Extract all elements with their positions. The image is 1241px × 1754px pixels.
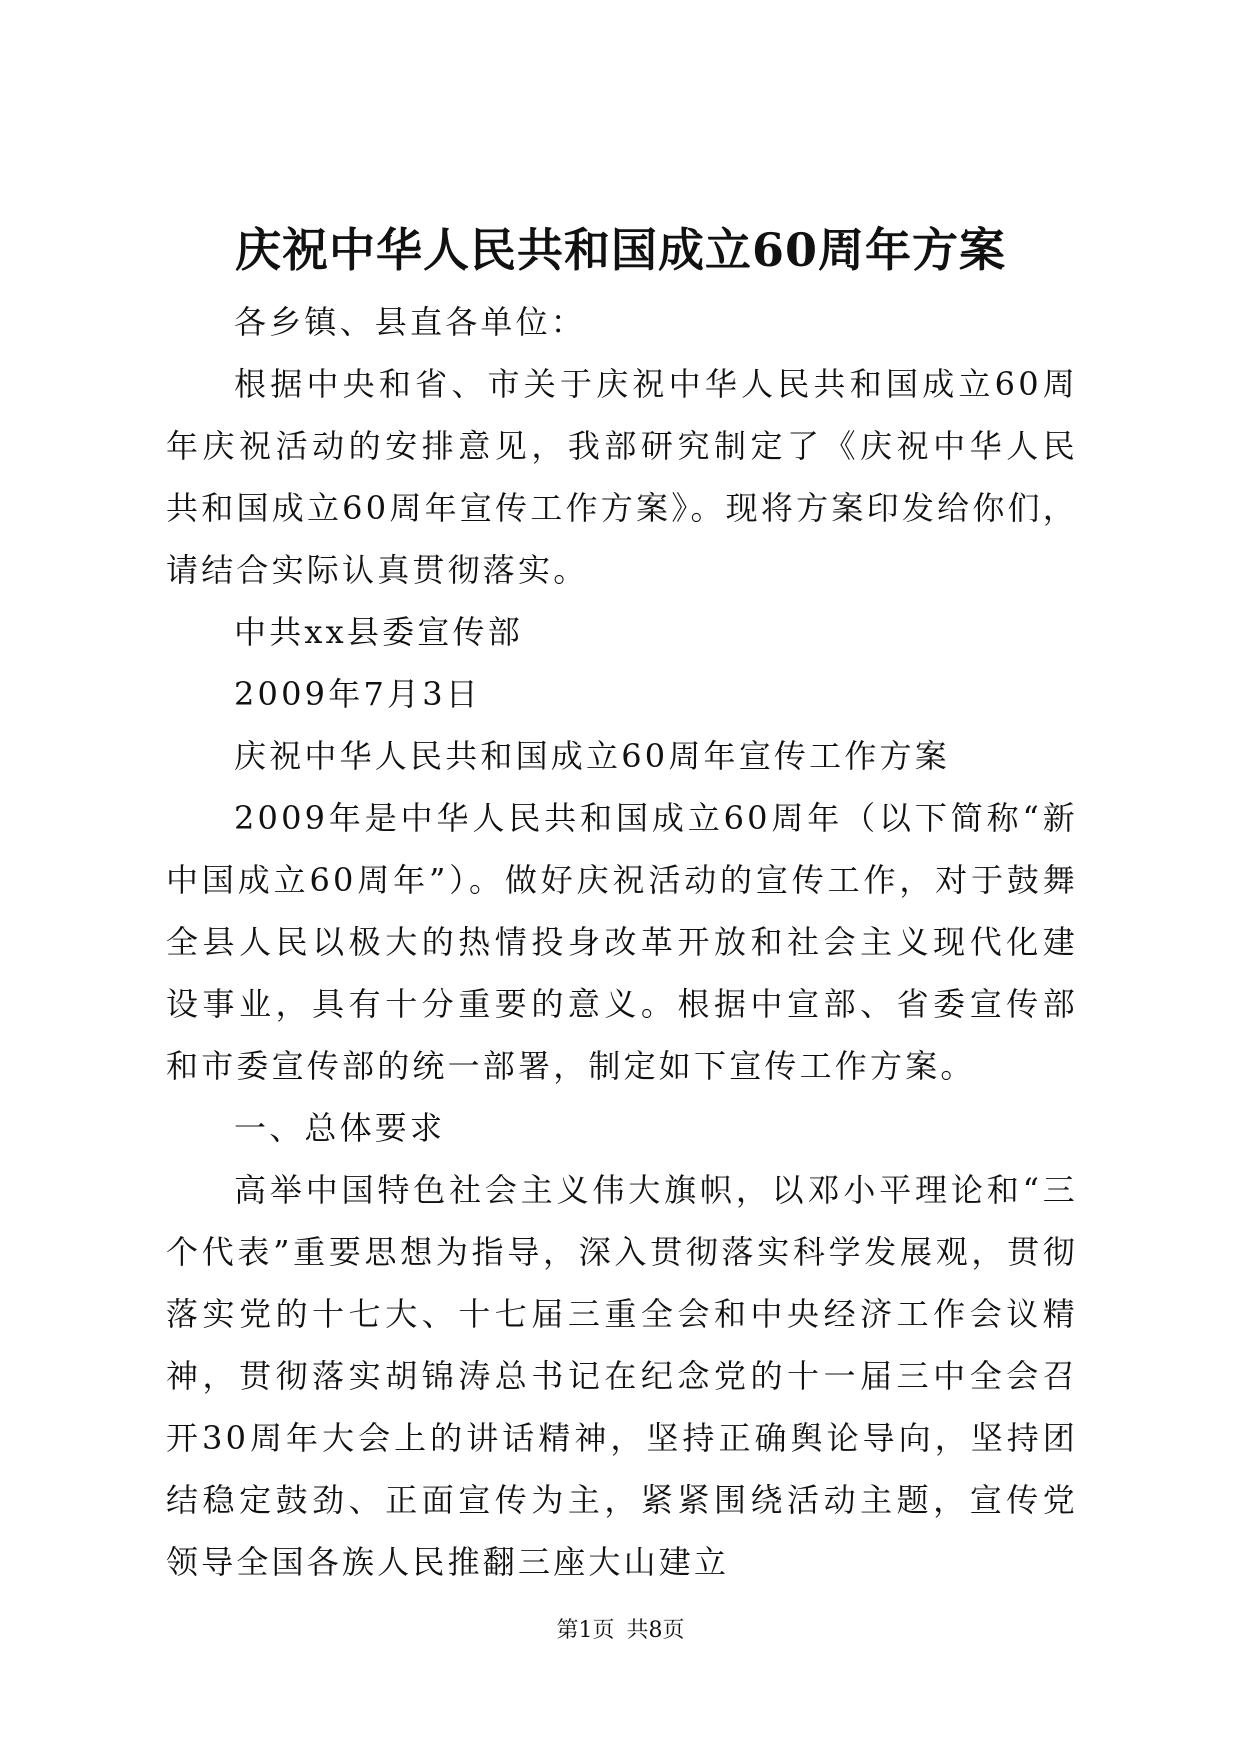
body-paragraph: 根据中央和省、市关于庆祝中华人民共和国成立60周年庆祝活动的安排意见，我部研究制定了《庆祝中华人民共和国成立60周年宣传工作方案》。现将方案印发给你们，请结合实际认真贯彻落实。: [166, 365, 1078, 589]
page-count: 共8页: [626, 1618, 685, 1643]
plan-title: 庆祝中华人民共和国成立60周年宣传工作方案: [234, 737, 950, 775]
section-heading: 一、总体要求: [234, 1109, 446, 1147]
body-paragraph: 高举中国特色社会主义伟大旗帜，以邓小平理论和“三个代表”重要思想为指导，深入贯彻落实科学发展观，贯彻落实党的十七大、十七届三重全会和中央经济工作会议精神，贯彻落实胡锦涛总书记在纪念党的十一届三中全会召开30周年大会上的讲话精神，坚持正确舆论导向，坚持团结稳定鼓劲、正面宣传为主，紧紧围绕活动主题，宣传党领导全国各族人民推翻三座大山建立: [166, 1171, 1078, 1581]
issue-date: 2009年7月3日: [234, 675, 481, 713]
document-body: [166, 291, 1078, 1593]
page-footer: [0, 1617, 1241, 1645]
document-title: 庆祝中华人民共和国成立60周年方案: [234, 223, 1006, 277]
page-number: 第1页: [556, 1618, 615, 1643]
body-paragraph: 2009年是中华人民共和国成立60周年（以下简称“新中国成立60周年”）。做好庆祝活动的宣传工作，对于鼓舞全县人民以极大的热情投身改革开放和社会主义现代化建设事业，具有十分重要的意义。根据中宣部、省委宣传部和市委宣传部的统一部署，制定如下宣传工作方案。: [166, 799, 1078, 1085]
issuer: 中共xx县委宣传部: [234, 613, 523, 651]
salutation: 各乡镇、县直各单位：: [234, 303, 587, 341]
